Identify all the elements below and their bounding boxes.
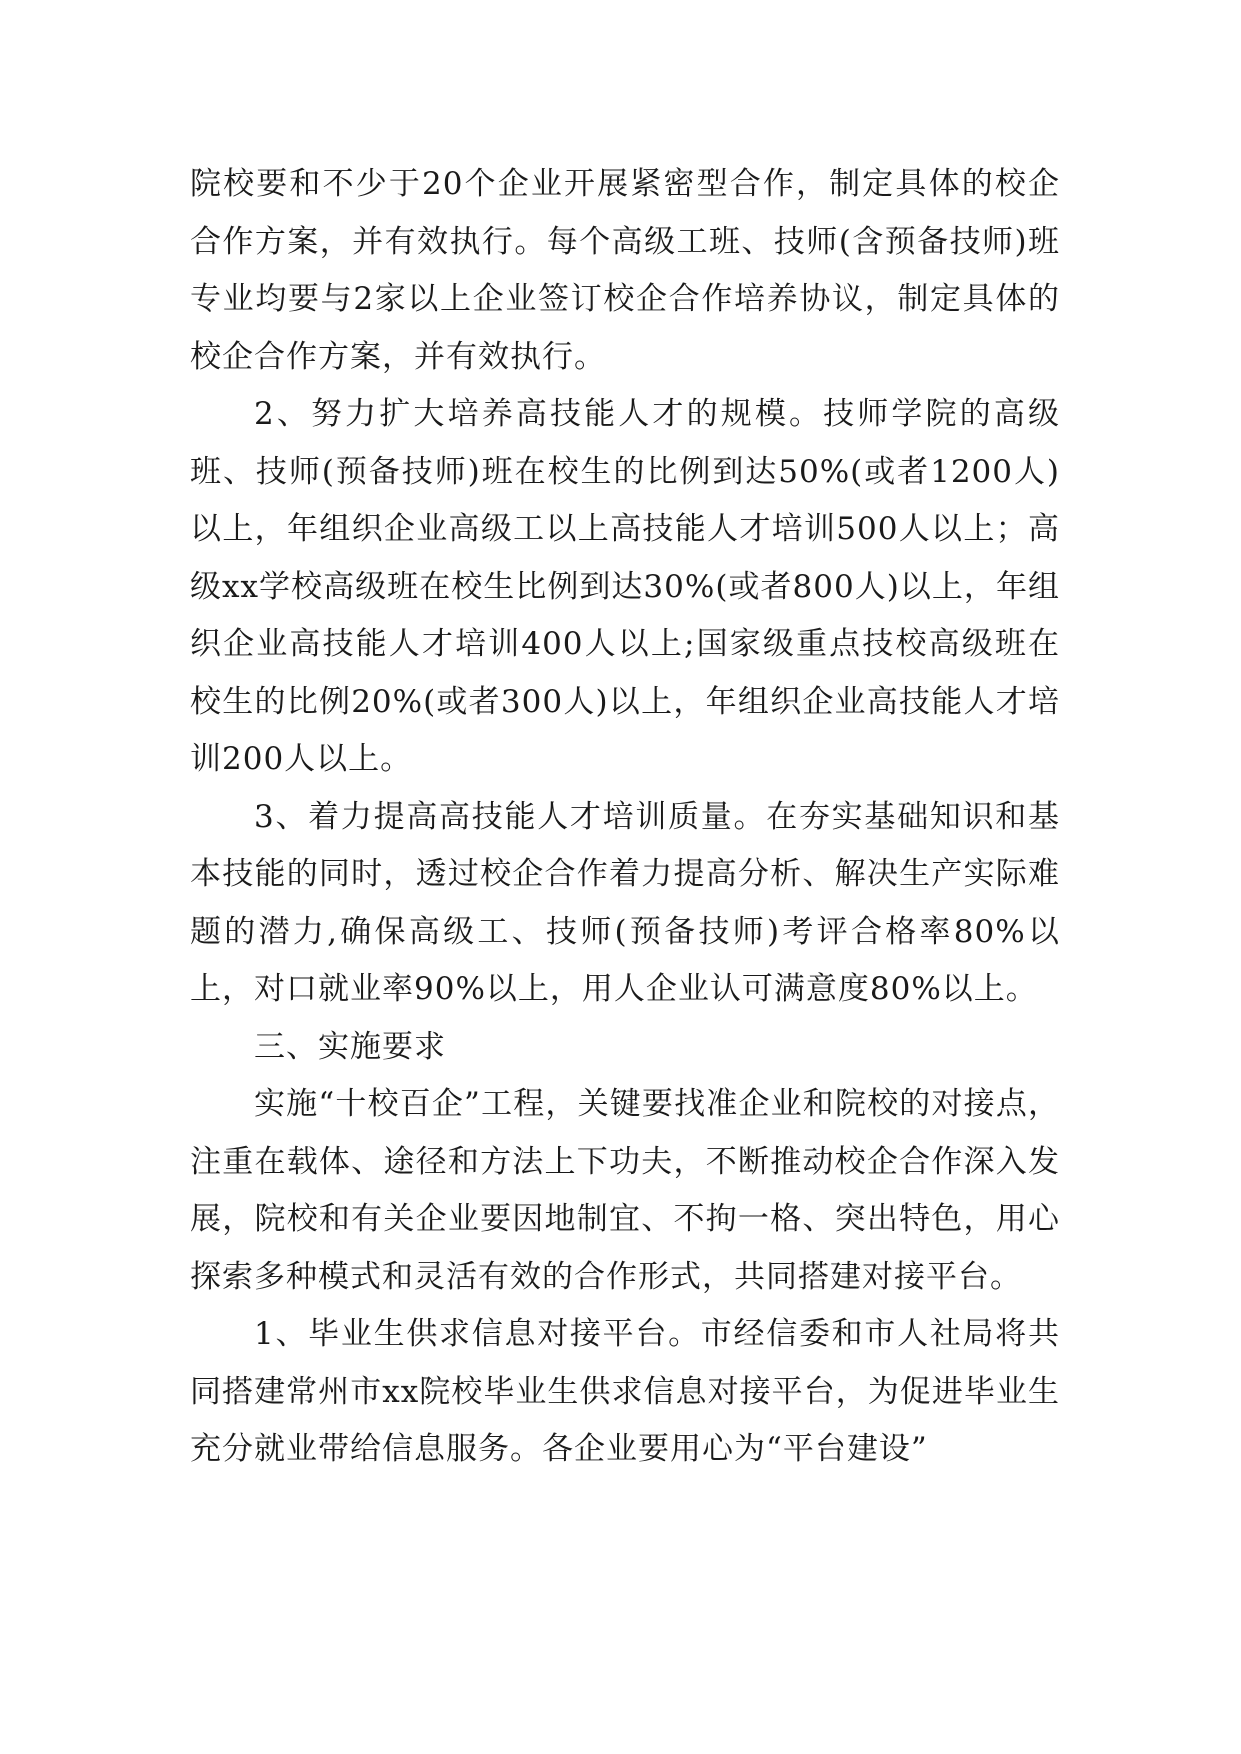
section-heading-implementation-requirements: 三、实施要求 [254, 1028, 446, 1065]
paragraph-school-enterprise-cooperation: 院校要和不少于20个企业开展紧密型合作，制定具体的校企合作方案，并有效执行。每个高级工班、技师(含预备技师)班专业均要与2家以上企业签订校企合作培养协议，制定具体的校企合作方案，并有效执行。 [190, 166, 1060, 375]
paragraph-expand-scale: 2、努力扩大培养高技能人才的规模。技师学院的高级班、技师(预备技师)班在校生的比例到达50%(或者1200人)以上，年组织企业高级工以上高技能人才培训500人以上；高级xx学校高级班在校生比例到达30%(或者800人)以上，年组织企业高技能人才培训400人以上;国家级重点技校高级班在校生的比例20%(或者300人)以上，年组织企业高技能人才培训200人以上。 [190, 396, 1060, 777]
document-body [190, 156, 1060, 1479]
paragraph-graduate-info-platform: 1、毕业生供求信息对接平台。市经信委和市人社局将共同搭建常州市xx院校毕业生供求信息对接平台，为促进毕业生充分就业带给信息服务。各企业要用心为“平台建设” [190, 1316, 1060, 1467]
paragraph-training-quality: 3、着力提高高技能人才培训质量。在夯实基础知识和基本技能的同时，透过校企合作着力提高分析、解决生产实际难题的潜力,确保高级工、技师(预备技师)考评合格率80%以上，对口就业率90%以上，用人企业认可满意度80%以上。 [190, 798, 1060, 1007]
paragraph-ten-schools-hundred-enterprises: 实施“十校百企”工程，关键要找准企业和院校的对接点，注重在载体、途径和方法上下功夫，不断推动校企合作深入发展，院校和有关企业要因地制宜、不拘一格、突出特色，用心探索多种模式和灵活有效的合作形式，共同搭建对接平台。 [190, 1086, 1060, 1295]
